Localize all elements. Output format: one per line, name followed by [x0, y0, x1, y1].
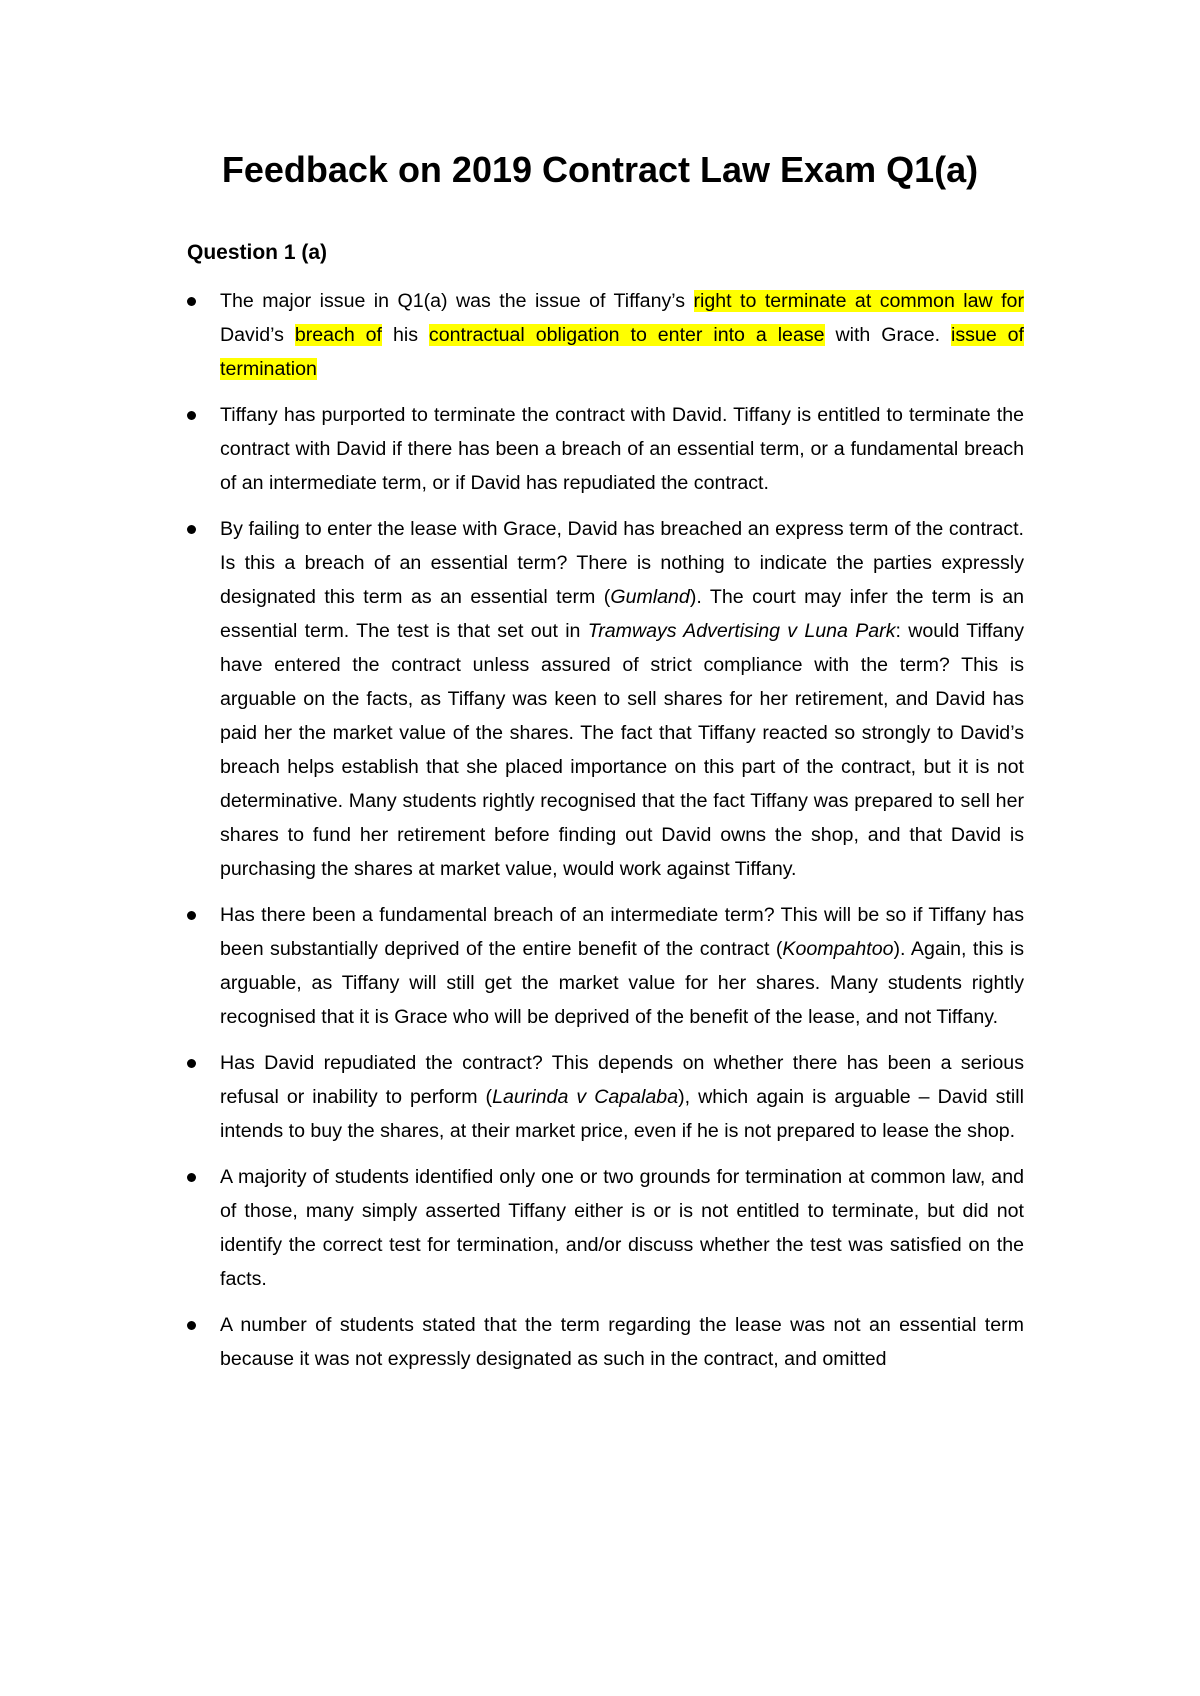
bullet-dot-icon: [187, 525, 196, 534]
bullet-dot-icon: [187, 1173, 196, 1182]
case-name: Koompahtoo: [782, 938, 894, 960]
bullet-text: David’s: [220, 324, 295, 346]
bullet-item: [187, 898, 1024, 1034]
bullet-text: with Grace.: [824, 324, 951, 346]
case-name: Tramways Advertising v Luna Park: [587, 620, 896, 642]
bullet-text: ), which again is arguable – David still intends to buy the shares, at their market price, even if he is not prepared to lease the shop.: [220, 1086, 1024, 1142]
bullet-dot-icon: [187, 911, 196, 920]
case-name: Gumland: [610, 586, 690, 608]
highlighted-text: right to terminate at common law for: [693, 290, 1024, 312]
highlighted-text: contractual obligation to enter into a lease: [428, 324, 825, 346]
bullet-text: : would Tiffany have entered the contract unless assured of strict compliance with the term? This is arguable on the facts, as Tiffany was keen to sell shares for her retirement, and David has paid her the market value of the shares. The fact that Tiffany reacted so strongly to David’s breach helps establish that she placed importance on this part of the contract, but it is not determinative. Many students rightly recognised that the fact Tiffany was prepared to sell her shares to fund her retirement before finding out David owns the shop, and that David is purchasing the shares at market value, would work against Tiffany.: [220, 620, 1025, 880]
bullet-text: ). Again, this is arguable, as Tiffany will still get the market value for her shares. Many students rightly recognised that it is Grace who will be deprived of the benefit of the lease, and not Tiffany.: [220, 938, 1024, 1028]
document-title: Feedback on 2019 Contract Law Exam Q1(a): [221, 149, 979, 190]
bullet-item: [187, 512, 1024, 886]
bullet-text: Has there been a fundamental breach of an intermediate term? This will be so if Tiffany has been substantially deprived of the entire benefit of the contract (: [220, 904, 1024, 960]
bullet-text: his: [382, 324, 429, 346]
bullet-item: [187, 398, 1024, 500]
bullet-text: Has David repudiated the contract? This depends on whether there has been a serious refusal or inability to perform (: [220, 1052, 1024, 1108]
bullet-text: ). The court may infer the term is an essential term. The test is that set out in: [220, 586, 1024, 642]
bullet-item: [187, 284, 1024, 386]
section-heading: Question 1 (a): [187, 241, 328, 264]
bullet-text: The major issue in Q1(a) was the issue of Tiffany’s: [220, 290, 694, 312]
bullet-dot-icon: [187, 297, 196, 306]
bullet-dot-icon: [187, 1321, 196, 1330]
bullet-dot-icon: [187, 411, 196, 420]
bullet-item: [187, 1308, 1024, 1376]
highlighted-text: breach of: [294, 324, 383, 346]
bullet-dot-icon: [187, 1059, 196, 1068]
bullet-list: [187, 284, 1024, 1388]
bullet-text: By failing to enter the lease with Grace, David has breached an express term of the contract. Is this a breach of an essential term? There is nothing to indicate the parties expressly designated this term as an essential term (: [220, 518, 1024, 608]
bullet-item: [187, 1046, 1024, 1148]
bullet-item: [187, 1160, 1024, 1296]
bullet-text: Tiffany has purported to terminate the contract with David. Tiffany is entitled to terminate the contract with David if there has been a breach of an essential term, or a fundamental breach of an intermediate term, or if David has repudiated the contract.: [220, 404, 1024, 494]
case-name: Laurinda v Capalaba: [492, 1086, 679, 1108]
bullet-text: A number of students stated that the term regarding the lease was not an essential term because it was not expressly designated as such in the contract, and omitted: [220, 1314, 1024, 1370]
highlighted-text: issue of termination: [220, 324, 1024, 380]
bullet-text: A majority of students identified only one or two grounds for termination at common law, and of those, many simply asserted Tiffany either is or is not entitled to terminate, but did not identify the correct test for termination, and/or discuss whether the test was satisfied on the facts.: [220, 1166, 1024, 1290]
